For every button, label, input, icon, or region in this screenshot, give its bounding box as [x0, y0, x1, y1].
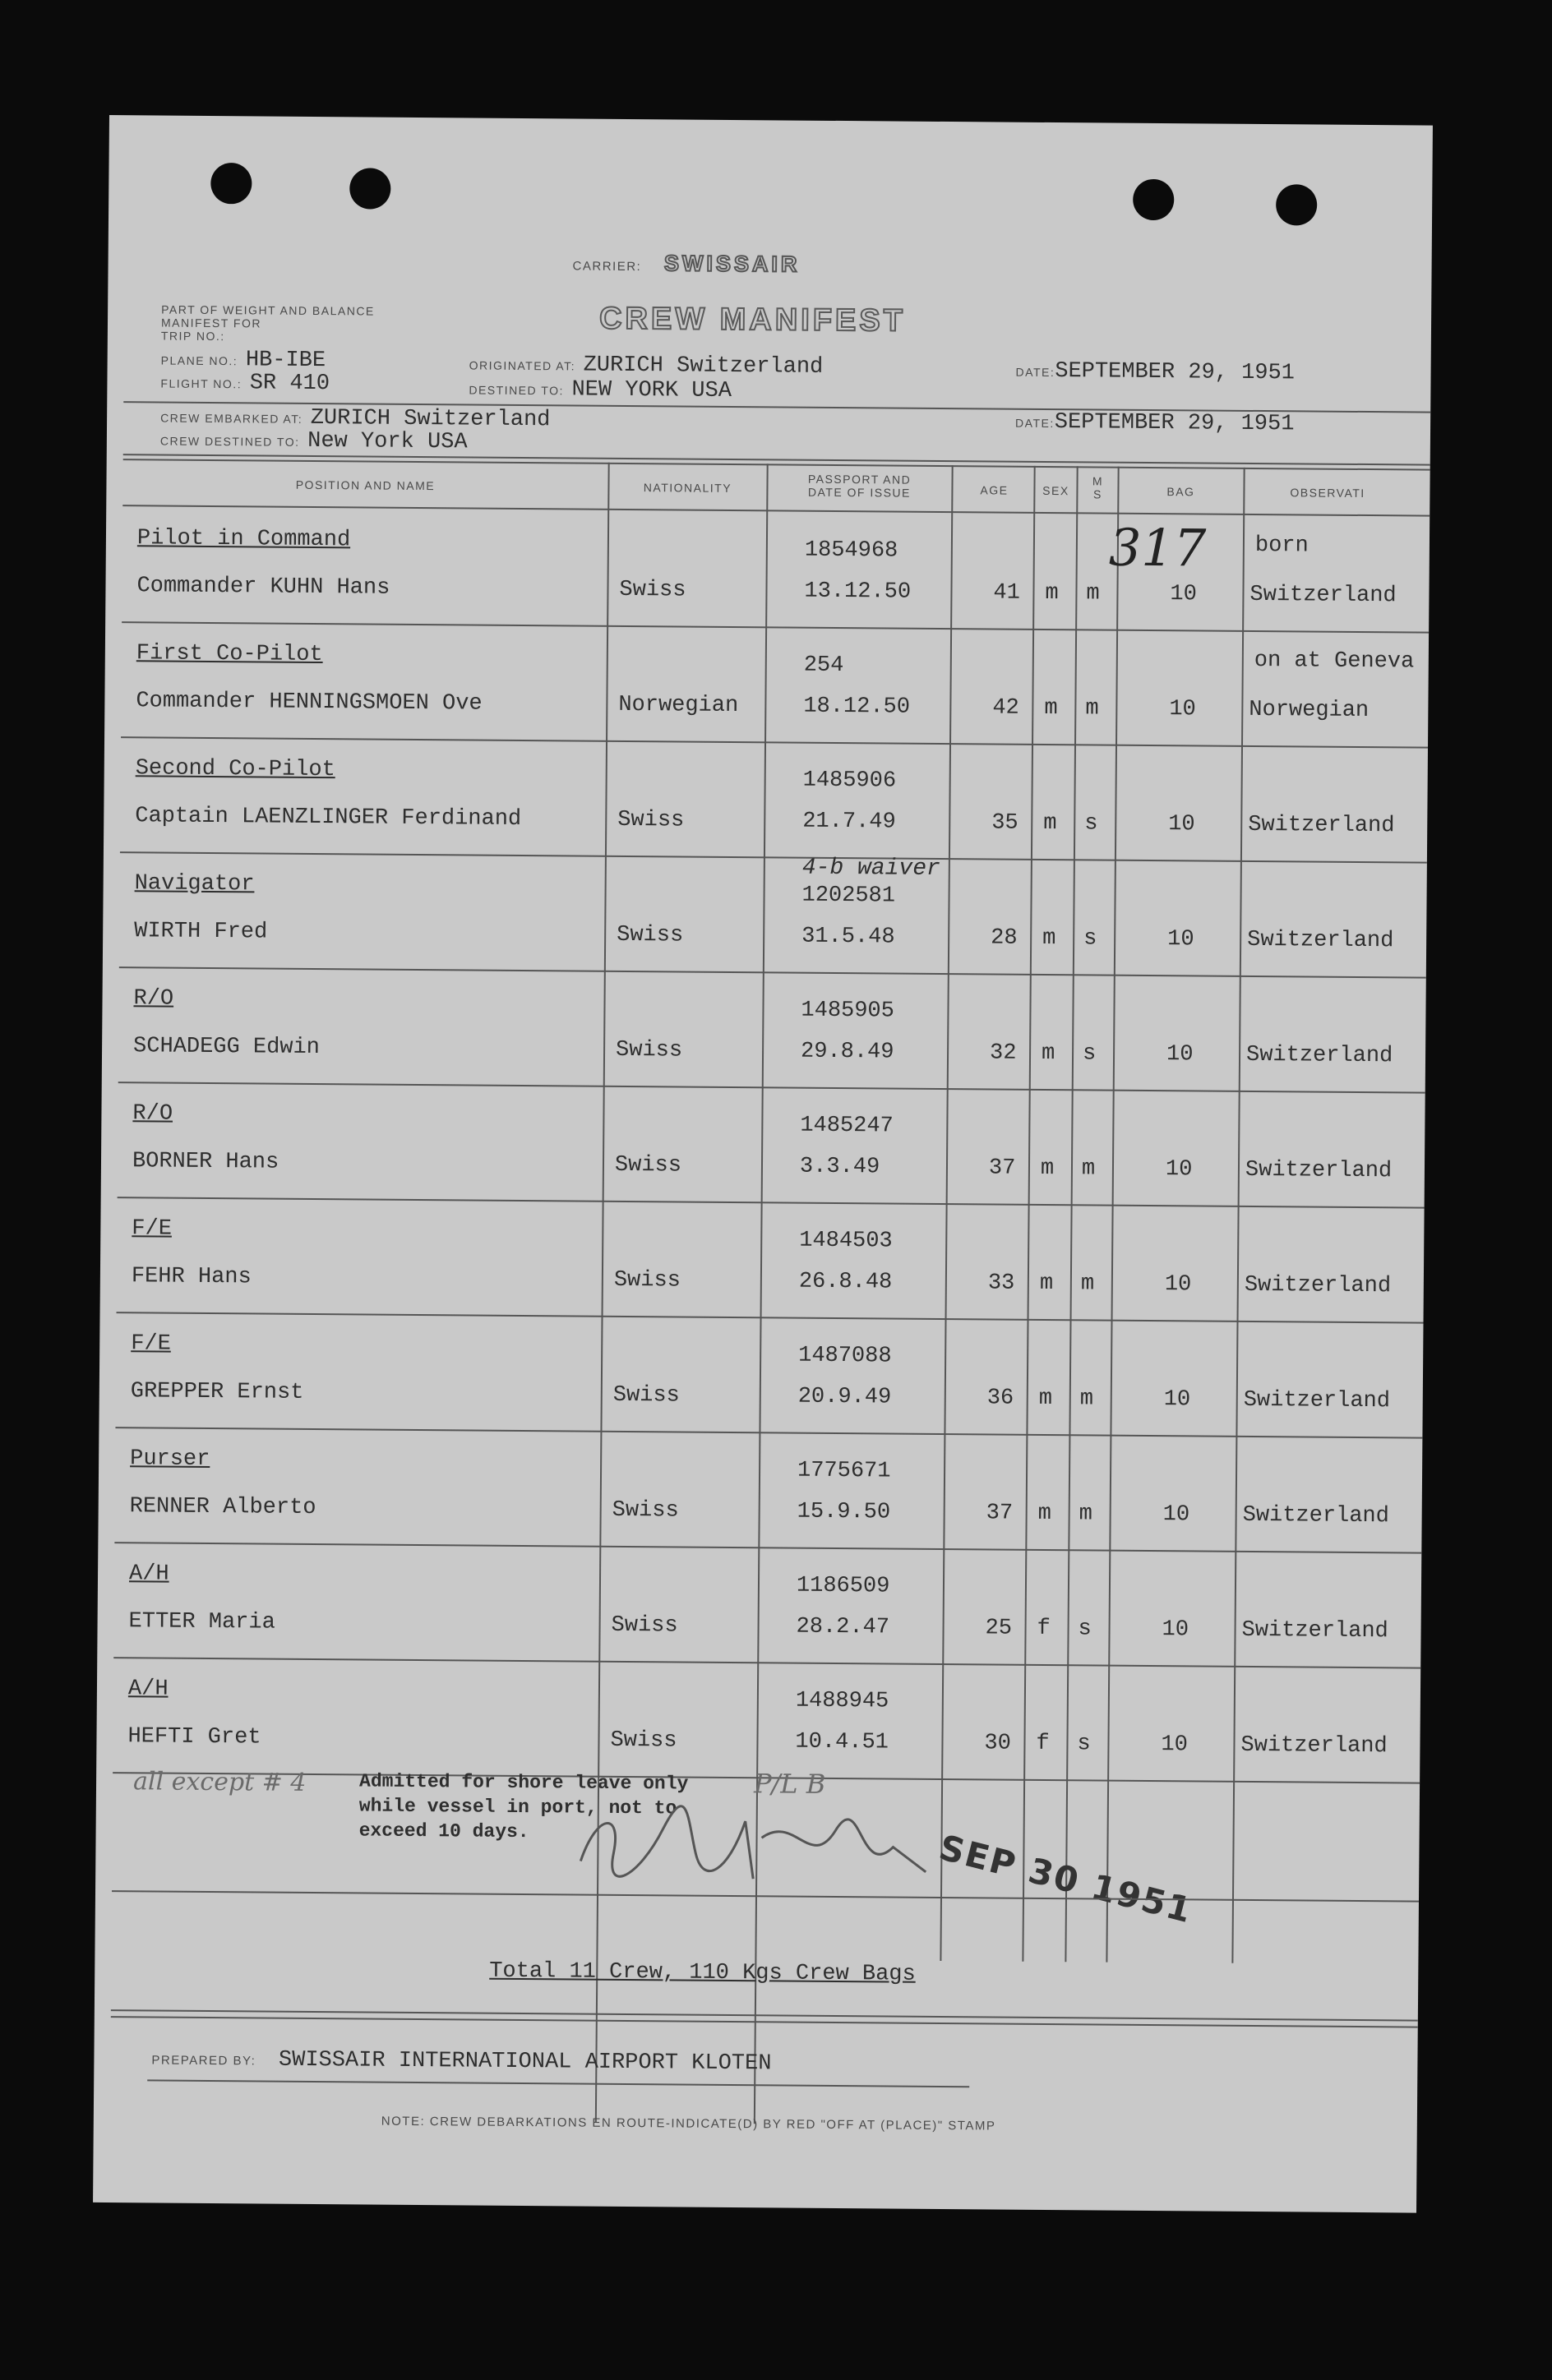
- crew-bag: 10: [1163, 1387, 1191, 1413]
- crew-issue-date: 26.8.48: [798, 1269, 893, 1295]
- crew-observation: Switzerland: [1242, 1502, 1390, 1529]
- crew-name: SCHADEGG Edwin: [132, 1034, 321, 1061]
- table-row: [103, 853, 1427, 979]
- col-nationality-header: NATIONALITY: [643, 481, 732, 495]
- crew-nationality: Swiss: [617, 807, 685, 833]
- crew-date-row: [1015, 410, 1295, 437]
- col-passport-header-line-2: DATE OF ISSUE: [807, 485, 911, 500]
- footer-note: NOTE: CREW DEBARKATIONS EN ROUTE-INDICATE(D) BY RED "OFF AT (PLACE)" STAMP: [381, 2114, 996, 2133]
- crew-passport: 1202581: [801, 883, 896, 909]
- crew-sex: m: [1045, 580, 1059, 607]
- crew-issue-date: 28.2.47: [796, 1614, 890, 1640]
- crew-position: R/O: [133, 986, 174, 1012]
- crew-age: 37: [986, 1501, 1014, 1526]
- crew-position: A/H: [128, 1561, 169, 1587]
- plane-label: PLANE NO.:: [160, 353, 238, 368]
- crew-position: F/E: [131, 1331, 171, 1357]
- col-ms-header-line-2: S: [1092, 487, 1102, 501]
- crew-observation: Switzerland: [1243, 1387, 1391, 1414]
- crew-issue-date: 21.7.49: [802, 809, 896, 835]
- crew-passport: 1186509: [796, 1573, 890, 1599]
- destined-row: [469, 376, 732, 404]
- crew-sex: m: [1042, 925, 1056, 952]
- crew-nationality: Swiss: [611, 1612, 678, 1639]
- crew-age: 35: [991, 810, 1018, 836]
- crew-bag: 10: [1164, 1272, 1192, 1298]
- punch-hole: [349, 168, 390, 209]
- col-age-header: AGE: [980, 483, 1009, 497]
- crew-destined-label: CREW DESTINED TO:: [159, 434, 300, 449]
- col-passport-header: [769, 472, 949, 500]
- prepared-value: SWISSAIR INTERNATIONAL AIRPORT KLOTEN: [278, 2047, 772, 2077]
- destined-label: DESTINED TO:: [469, 383, 564, 398]
- crew-bag: 10: [1169, 697, 1196, 722]
- crew-marital-status: s: [1083, 926, 1097, 952]
- crew-observation-note: born: [1254, 533, 1309, 559]
- signature: [564, 1795, 935, 1897]
- crew-name: HEFTI Gret: [127, 1724, 261, 1750]
- table-row: [104, 738, 1428, 864]
- crew-age: 33: [987, 1271, 1015, 1296]
- table-row: [99, 1313, 1423, 1439]
- crew-nationality: Swiss: [613, 1267, 681, 1294]
- crew-observation: Switzerland: [1247, 927, 1394, 954]
- destined-value: NEW YORK USA: [571, 377, 732, 404]
- carrier-name: SWISSAIR: [663, 251, 801, 277]
- crew-sex: m: [1044, 695, 1058, 722]
- crew-issue-date: 29.8.49: [800, 1039, 894, 1065]
- flight-row: [160, 371, 330, 397]
- crew-name: ETTER Maria: [128, 1609, 275, 1635]
- crew-passport: 1854968: [804, 537, 898, 564]
- table-row: [101, 1083, 1425, 1209]
- crew-marital-status: m: [1079, 1501, 1092, 1527]
- crew-issue-date: 31.5.48: [801, 924, 895, 950]
- crew-passport: 1485247: [800, 1113, 894, 1139]
- crew-age: 37: [988, 1155, 1016, 1181]
- crew-handwritten-note: 4-b waiver: [801, 855, 940, 882]
- crew-sex: m: [1041, 1040, 1055, 1067]
- crew-sex: m: [1038, 1386, 1053, 1412]
- handwritten-bag-total: 317: [1108, 517, 1207, 579]
- crew-issue-date: 13.12.50: [804, 579, 912, 605]
- crew-position: F/E: [132, 1216, 173, 1242]
- crew-passport: 1488945: [795, 1688, 889, 1714]
- divider: [111, 2009, 1418, 2021]
- crew-marital-status: s: [1078, 1617, 1092, 1642]
- crew-name: GREPPER Ernst: [130, 1379, 304, 1405]
- crew-issue-date: 10.4.51: [795, 1729, 889, 1755]
- crew-position: A/H: [127, 1677, 169, 1702]
- crew-name: RENNER Alberto: [129, 1494, 316, 1521]
- prepared-row: [151, 2046, 771, 2076]
- date-row: [1015, 359, 1295, 386]
- crew-passport: 254: [803, 653, 844, 679]
- crew-marital-status: m: [1086, 581, 1100, 607]
- table-row: [96, 1658, 1420, 1784]
- crew-nationality: Swiss: [619, 577, 686, 603]
- crew-sex: f: [1037, 1616, 1051, 1642]
- prepared-label: PREPARED BY:: [151, 2053, 256, 2069]
- crew-marital-status: s: [1082, 1041, 1097, 1067]
- crew-issue-date: 18.12.50: [803, 694, 911, 720]
- crew-bag: 10: [1167, 927, 1194, 952]
- crew-issue-date: 15.9.50: [797, 1499, 891, 1525]
- col-observations-header: OBSERVATI: [1290, 486, 1365, 500]
- crew-observation: Switzerland: [1245, 1042, 1393, 1069]
- date-stamp: SEP 30 1951: [935, 1827, 1197, 1931]
- crew-position: R/O: [132, 1101, 173, 1127]
- crew-position: Second Co-Pilot: [135, 756, 335, 783]
- crew-date-label: DATE:: [1015, 416, 1055, 431]
- crew-bag: 10: [1168, 812, 1195, 837]
- crew-marital-status: s: [1077, 1732, 1091, 1757]
- col-ms-header-line-1: M: [1092, 474, 1104, 488]
- crew-position: First Co-Pilot: [136, 641, 323, 668]
- admission-line-2: while vessel in port, not to: [358, 1795, 677, 1820]
- crew-age: 42: [992, 695, 1019, 721]
- crew-nationality: Swiss: [615, 1037, 683, 1063]
- crew-age: 32: [989, 1040, 1017, 1066]
- crew-observation: Switzerland: [1248, 812, 1395, 839]
- crew-sex: m: [1040, 1155, 1055, 1182]
- table-row: [100, 1198, 1425, 1324]
- crew-name: Commander KUHN Hans: [136, 574, 390, 601]
- crew-bag: 10: [1162, 1502, 1190, 1528]
- col-ms-header: [1078, 474, 1117, 500]
- table-row: [105, 508, 1430, 634]
- crew-marital-status: m: [1085, 696, 1099, 722]
- crew-nationality: Swiss: [612, 1497, 679, 1524]
- flight-value: SR 410: [249, 371, 330, 397]
- crew-embarked-label: CREW EMBARKED AT:: [160, 411, 303, 426]
- originated-label: ORIGINATED AT:: [469, 358, 576, 373]
- crew-sex: f: [1036, 1731, 1050, 1757]
- crew-sex: m: [1043, 810, 1057, 837]
- originated-row: [469, 352, 824, 379]
- carrier: [572, 250, 800, 277]
- originated-value: ZURICH Switzerland: [583, 353, 824, 380]
- table-row: [104, 623, 1429, 749]
- crew-position: Purser: [130, 1446, 210, 1473]
- crew-age: 25: [985, 1616, 1013, 1641]
- page-title: CREW MANIFEST: [598, 301, 907, 339]
- crew-marital-status: m: [1080, 1271, 1095, 1297]
- part-label-line-1: PART OF WEIGHT AND BALANCE: [161, 302, 375, 318]
- crew-name: Captain LAENZLINGER Ferdinand: [135, 804, 522, 832]
- manifest-sheet: [93, 115, 1433, 2213]
- crew-observation: Switzerland: [1245, 1157, 1393, 1184]
- divider: [147, 2079, 969, 2087]
- crew-bag: 10: [1161, 1732, 1188, 1758]
- crew-age: 30: [984, 1731, 1011, 1756]
- date-label: DATE:: [1015, 365, 1055, 380]
- date-value: SEPTEMBER 29, 1951: [1055, 359, 1296, 386]
- crew-observation: Switzerland: [1240, 1732, 1388, 1760]
- crew-total: Total 11 Crew, 110 Kgs Crew Bags: [489, 1958, 916, 1987]
- col-passport-header-line-1: PASSPORT AND: [807, 472, 912, 487]
- crew-destined-row: [160, 427, 468, 454]
- col-bag-header: BAG: [1166, 485, 1195, 499]
- part-label-line-2: MANIFEST FOR: [160, 316, 262, 330]
- crew-bag: 10: [1162, 1617, 1189, 1643]
- crew-name: BORNER Hans: [132, 1149, 279, 1175]
- crew-bag: 10: [1166, 1042, 1194, 1068]
- plane-value: HB-IBE: [245, 348, 326, 374]
- crew-age: 41: [993, 580, 1020, 606]
- crew-name: WIRTH Fred: [134, 919, 268, 945]
- col-position-header: POSITION AND NAME: [295, 477, 436, 493]
- trip-row: [161, 330, 375, 344]
- crew-sex: m: [1037, 1501, 1051, 1527]
- punch-hole: [210, 163, 252, 204]
- crew-observation-note: on at Geneva: [1254, 648, 1415, 675]
- crew-marital-status: s: [1084, 811, 1098, 837]
- crew-nationality: Swiss: [614, 1152, 682, 1178]
- crew-bag: 10: [1165, 1157, 1193, 1183]
- crew-passport: 1485906: [802, 768, 897, 794]
- flight-label: FLIGHT NO.:: [160, 376, 242, 391]
- part-label: [161, 303, 375, 344]
- crew-observation: Norwegian: [1249, 697, 1370, 724]
- crew-nationality: Swiss: [617, 922, 684, 948]
- col-sex-header: SEX: [1042, 483, 1069, 498]
- crew-sex: m: [1039, 1271, 1054, 1297]
- crew-bag: 10: [1170, 582, 1197, 607]
- crew-position: Pilot in Command: [136, 526, 351, 553]
- trip-label: TRIP NO.:: [160, 329, 225, 344]
- crew-nationality: Swiss: [612, 1382, 680, 1409]
- crew-name: Commander HENNINGSMOEN Ove: [136, 689, 483, 717]
- crew-issue-date: 3.3.49: [799, 1154, 880, 1180]
- crew-observation: Switzerland: [1249, 582, 1397, 609]
- table-row: [98, 1428, 1422, 1554]
- carrier-label: CARRIER:: [572, 259, 642, 274]
- crew-marital-status: m: [1081, 1156, 1096, 1182]
- crew-age: 28: [991, 925, 1018, 951]
- crew-age: 36: [986, 1386, 1014, 1411]
- table-row: [102, 968, 1426, 1094]
- crew-passport: 1485905: [801, 998, 895, 1024]
- admission-line-1: Admitted for shore leave only: [358, 1770, 689, 1795]
- crew-date-value: SEPTEMBER 29, 1951: [1054, 410, 1295, 437]
- crew-nationality: Swiss: [610, 1727, 677, 1754]
- crew-nationality: Norwegian: [618, 692, 739, 719]
- crew-embarked-value: ZURICH Switzerland: [310, 405, 551, 433]
- crew-passport: 1487088: [798, 1343, 892, 1369]
- crew-name: FEHR Hans: [131, 1264, 252, 1290]
- handwritten-initials: P/L B: [753, 1768, 826, 1800]
- handwritten-exception: all except # 4: [132, 1767, 307, 1797]
- crew-observation: Switzerland: [1244, 1272, 1392, 1299]
- crew-destined-value: New York USA: [307, 428, 468, 455]
- table-row: [97, 1543, 1421, 1669]
- punch-hole: [1133, 179, 1174, 220]
- crew-marital-status: m: [1079, 1386, 1094, 1412]
- punch-hole: [1276, 184, 1317, 225]
- crew-passport: 1484503: [799, 1228, 893, 1254]
- crew-passport: 1775671: [797, 1458, 891, 1484]
- crew-issue-date: 20.9.49: [797, 1384, 892, 1410]
- crew-observation: Switzerland: [1241, 1617, 1388, 1644]
- crew-position: Navigator: [134, 871, 255, 897]
- admission-line-3: exceed 10 days.: [358, 1820, 529, 1843]
- plane-row: [161, 348, 326, 374]
